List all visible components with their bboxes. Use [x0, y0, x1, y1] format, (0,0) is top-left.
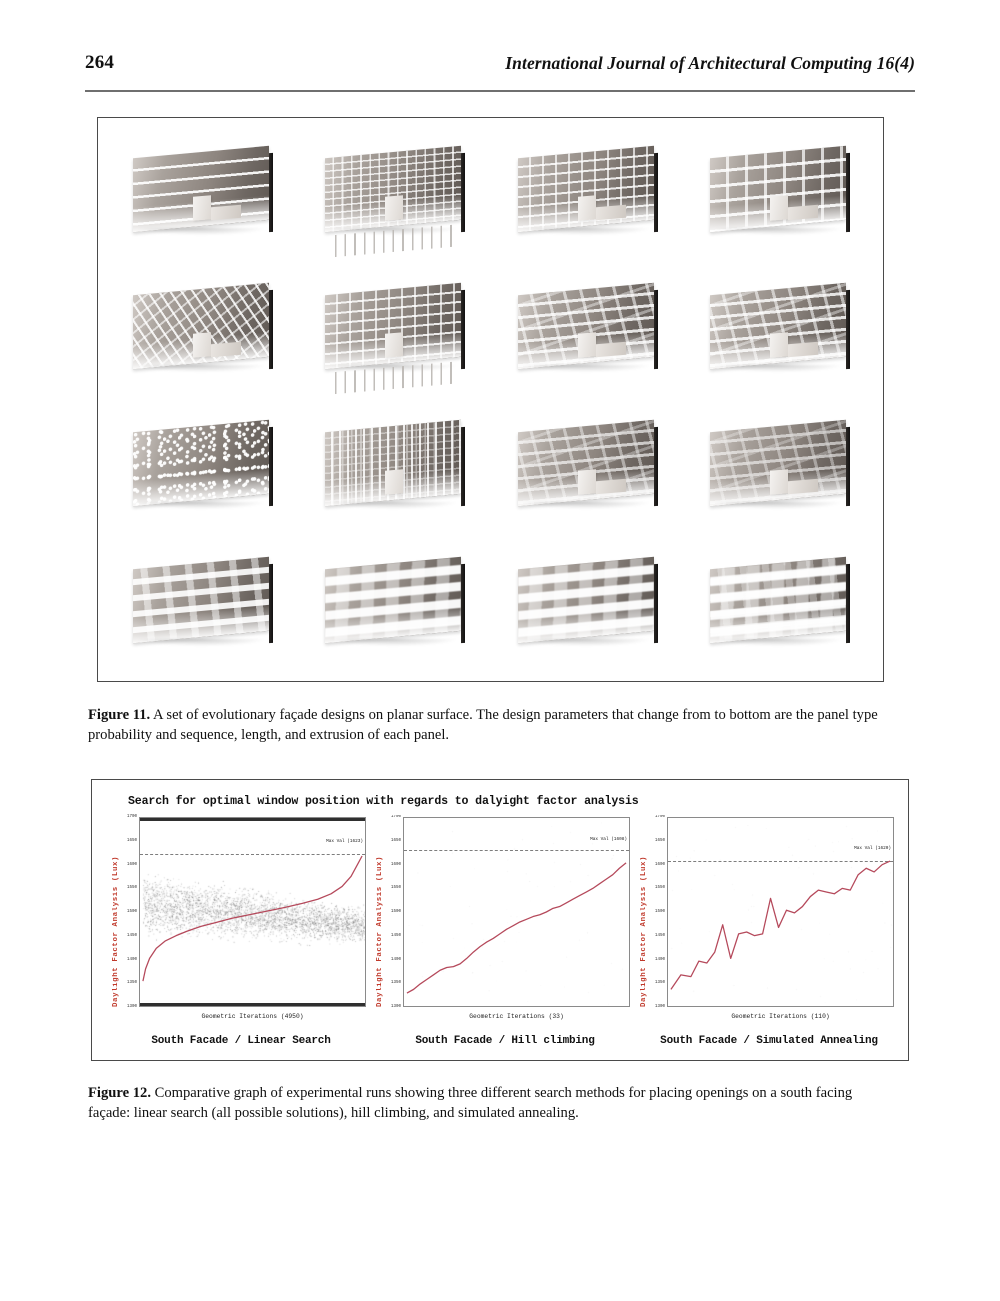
chart3-y-tick: 1500	[654, 910, 665, 914]
chart2-y-tick: 1650	[390, 838, 401, 843]
facade-thumbnail-r3c3	[497, 402, 683, 535]
chart2-y-tick: 1300	[390, 1005, 401, 1009]
page-number: 264	[85, 52, 115, 73]
chart1-y-tick: 1450	[126, 933, 137, 938]
facade-thumbnail-r1c2	[304, 128, 490, 261]
chart1-y-tick: 1300	[126, 1005, 137, 1009]
figure-11-image-frame	[97, 117, 884, 682]
figure-12-panel-title: Search for optimal window position with regards to dalyight factor analysis	[128, 795, 639, 808]
chart3-subcaption: South Facade / Simulated Annealing	[660, 1035, 878, 1047]
journal-title: International Journal of Architectural Computing 16(4)	[505, 53, 915, 73]
chart2-x-axis-label: Geometric Iterations (33)	[469, 1013, 564, 1020]
chart-hill-climbing	[370, 817, 634, 1056]
chart1-curve	[140, 818, 365, 1006]
chart1-y-axis-label: Daylight Factor Analysis (Lux)	[112, 855, 120, 1007]
chart2-subcaption: South Facade / Hill climbing	[415, 1035, 595, 1047]
chart3-curve	[668, 818, 893, 1006]
chart3-x-axis-label: Geometric Iterations (110)	[731, 1013, 830, 1020]
figure-11-caption	[88, 706, 888, 745]
chart2-y-tick: 1700	[390, 815, 401, 819]
chart2-y-tick: 1450	[390, 933, 401, 938]
chart3-max-value-label: Max Val (1620)	[854, 846, 891, 852]
chart3-plot-area	[667, 817, 894, 1007]
figure-11-label: Figure 11.	[88, 707, 151, 723]
chart3-y-ticks	[648, 817, 666, 1007]
chart1-x-axis-label: Geometric Iterations (4950)	[201, 1013, 304, 1020]
chart1-subcaption: South Facade / Linear Search	[151, 1035, 331, 1047]
chart3-y-tick: 1700	[654, 815, 665, 819]
figure-12-caption	[88, 1084, 888, 1123]
header-divider	[85, 90, 915, 92]
facade-thumbnail-r2c4	[689, 265, 875, 398]
figure-12-chart-frame	[91, 779, 909, 1061]
chart3-y-tick: 1600	[654, 862, 665, 867]
chart1-y-tick: 1550	[126, 886, 137, 891]
chart2-curve	[404, 818, 629, 1006]
figure-12-label: Figure 12.	[88, 1085, 151, 1101]
page-header	[85, 52, 915, 86]
charts-row	[106, 817, 898, 1056]
chart1-y-ticks	[120, 817, 138, 1007]
chart2-max-value-label: Max Val (1608)	[590, 836, 627, 842]
chart-linear-search	[106, 817, 370, 1056]
facade-thumbnail-r4c2	[304, 538, 490, 671]
chart2-y-axis-label: Daylight Factor Analysis (Lux)	[376, 855, 384, 1007]
chart2-plot-area	[403, 817, 630, 1007]
facade-thumbnail-r3c4	[689, 402, 875, 535]
chart3-y-tick: 1350	[654, 981, 665, 986]
chart1-y-tick: 1650	[126, 838, 137, 843]
chart2-y-ticks	[384, 817, 402, 1007]
facade-thumbnail-r4c3	[497, 538, 683, 671]
chart2-y-tick: 1500	[390, 910, 401, 914]
chart1-plot-area	[139, 817, 366, 1007]
chart3-y-axis-label: Daylight Factor Analysis (Lux)	[640, 855, 648, 1007]
chart1-y-tick: 1700	[126, 815, 137, 819]
chart2-y-tick: 1400	[390, 957, 401, 962]
facade-thumbnail-r3c2	[304, 402, 490, 535]
facade-thumbnail-r4c4	[689, 538, 875, 671]
figure-12-caption-text: Comparative graph of experimental runs showing three different search methods for placing openings on a south facing façade: linear search (all possible solutions), hill climbing, and simulated annealing.	[88, 1085, 853, 1121]
facade-thumbnail-r1c3	[497, 128, 683, 261]
chart2-y-tick: 1350	[390, 981, 401, 986]
chart2-y-tick: 1550	[390, 886, 401, 891]
chart-simulated-annealing	[634, 817, 898, 1056]
facade-thumbnail-r2c3	[497, 265, 683, 398]
chart3-y-tick: 1550	[654, 886, 665, 891]
facade-design-grid	[112, 128, 875, 671]
chart1-y-tick: 1500	[126, 910, 137, 914]
figure-11-caption-text: A set of evolutionary façade designs on planar surface. The design parameters that change from to bottom are the panel type probability and sequence, length, and extrusion of each panel.	[88, 707, 878, 743]
chart3-y-tick: 1400	[654, 957, 665, 962]
facade-thumbnail-r4c1	[112, 538, 298, 671]
facade-thumbnail-r1c4	[689, 128, 875, 261]
facade-thumbnail-r3c1	[112, 402, 298, 535]
chart1-y-tick: 1400	[126, 957, 137, 962]
chart3-y-tick: 1300	[654, 1005, 665, 1009]
chart3-y-tick: 1450	[654, 933, 665, 938]
chart1-y-tick: 1600	[126, 862, 137, 867]
chart1-max-value-label: Max Val (1623)	[326, 838, 363, 844]
chart3-y-tick: 1650	[654, 838, 665, 843]
facade-thumbnail-r1c1	[112, 128, 298, 261]
facade-thumbnail-r2c2	[304, 265, 490, 398]
chart1-y-tick: 1350	[126, 981, 137, 986]
facade-thumbnail-r2c1	[112, 265, 298, 398]
chart2-y-tick: 1600	[390, 862, 401, 867]
